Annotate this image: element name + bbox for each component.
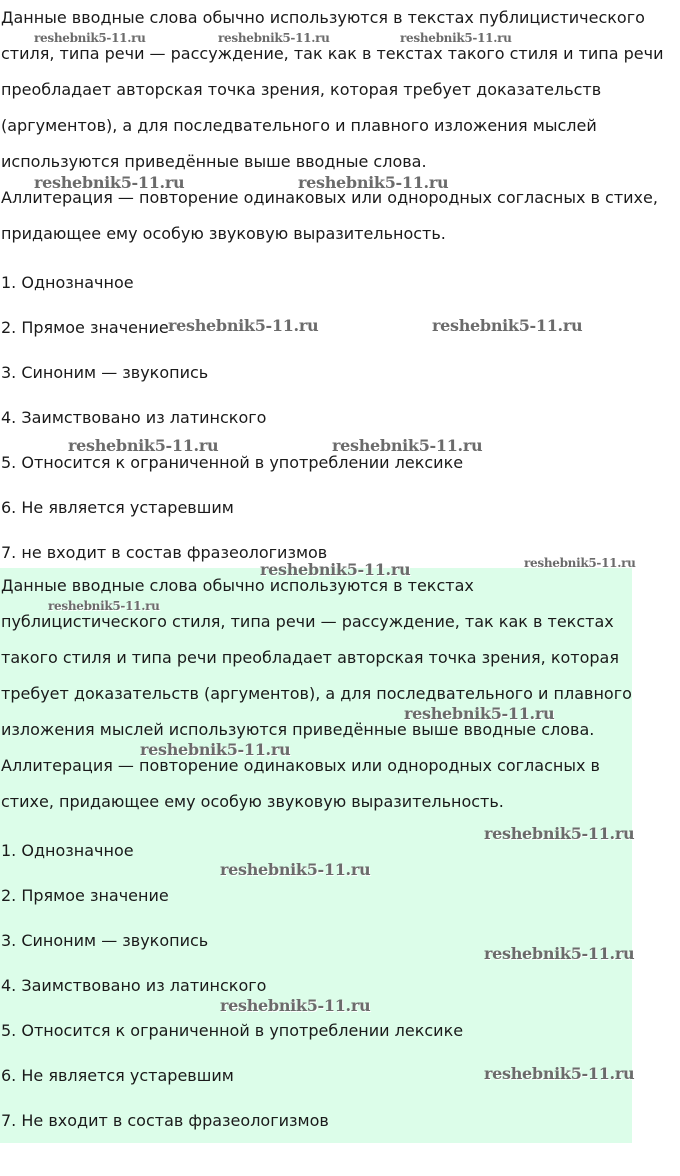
alliteration-paragraph: Аллитерация — повторение одинаковых или однородных согласных в стихе, придающее ему особую звуковую выразительность. [1,188,658,243]
watermark: reshebnik5-11.ru [48,599,160,613]
watermark: reshebnik5-11.ru [260,560,411,579]
list-item: 4. Заимствовано из латинского [1,976,267,995]
watermark: reshebnik5-11.ru [34,31,146,45]
watermark: reshebnik5-11.ru [220,996,371,1015]
list-item: 1. Однозначное [1,841,134,860]
intro-paragraph: Данные вводные слова обычно используются в текстах публицистического стиля, типа речи — рассуждение, так как в текстах такого стиля и типа речи преобладает авторская точка зрения, которая требует доказательств (аргументов), а для последвательного и плавного изложения мыслей используются приведённые выше вводные слова. [1,576,632,739]
watermark: reshebnik5-11.ru [298,173,449,192]
list-item: 5. Относится к ограниченной в употреблении лексике [1,453,464,472]
watermark: reshebnik5-11.ru [140,740,291,759]
list-item: 2. Прямое значение [1,886,169,905]
watermark: reshebnik5-11.ru [484,1064,635,1083]
list-item: 4. Заимствовано из латинского [1,408,267,427]
list-item: 2. Прямое значение [1,318,169,337]
watermark: reshebnik5-11.ru [484,824,635,843]
watermark: reshebnik5-11.ru [220,860,371,879]
watermark: reshebnik5-11.ru [484,944,635,963]
list-item: 3. Синоним — звукопись [1,931,209,950]
list-item: 6. Не является устаревшим [1,498,234,517]
answer-block-2 [0,568,635,1143]
list-item: 7. Не входит в состав фразеологизмов [1,1111,329,1130]
watermark: reshebnik5-11.ru [332,436,483,455]
watermark: reshebnik5-11.ru [524,556,636,570]
watermark: reshebnik5-11.ru [218,31,330,45]
list-item: 1. Однозначное [1,273,134,292]
alliteration-paragraph: Аллитерация — повторение одинаковых или однородных согласных в стихе, придающее ему особую звуковую выразительность. [1,756,600,811]
watermark: reshebnik5-11.ru [404,704,555,723]
list-item: 5. Относится к ограниченной в употреблении лексике [1,1021,464,1040]
watermark: reshebnik5-11.ru [68,436,219,455]
list-item: 7. не входит в состав фразеологизмов [1,543,328,562]
watermark: reshebnik5-11.ru [432,316,583,335]
watermark: reshebnik5-11.ru [168,316,319,335]
answer-block-1 [0,0,680,575]
list-item: 3. Синоним — звукопись [1,363,209,382]
intro-paragraph: Данные вводные слова обычно используются в текстах публицистического стиля, типа речи — рассуждение, так как в текстах такого стиля и типа речи преобладает авторская точка зрения, которая требует доказательств (аргументов), а для последвательного и плавного изложения мыслей используются приведённые выше вводные слова. [1,8,664,171]
watermark: reshebnik5-11.ru [34,173,185,192]
list-item: 6. Не является устаревшим [1,1066,234,1085]
watermark: reshebnik5-11.ru [400,31,512,45]
